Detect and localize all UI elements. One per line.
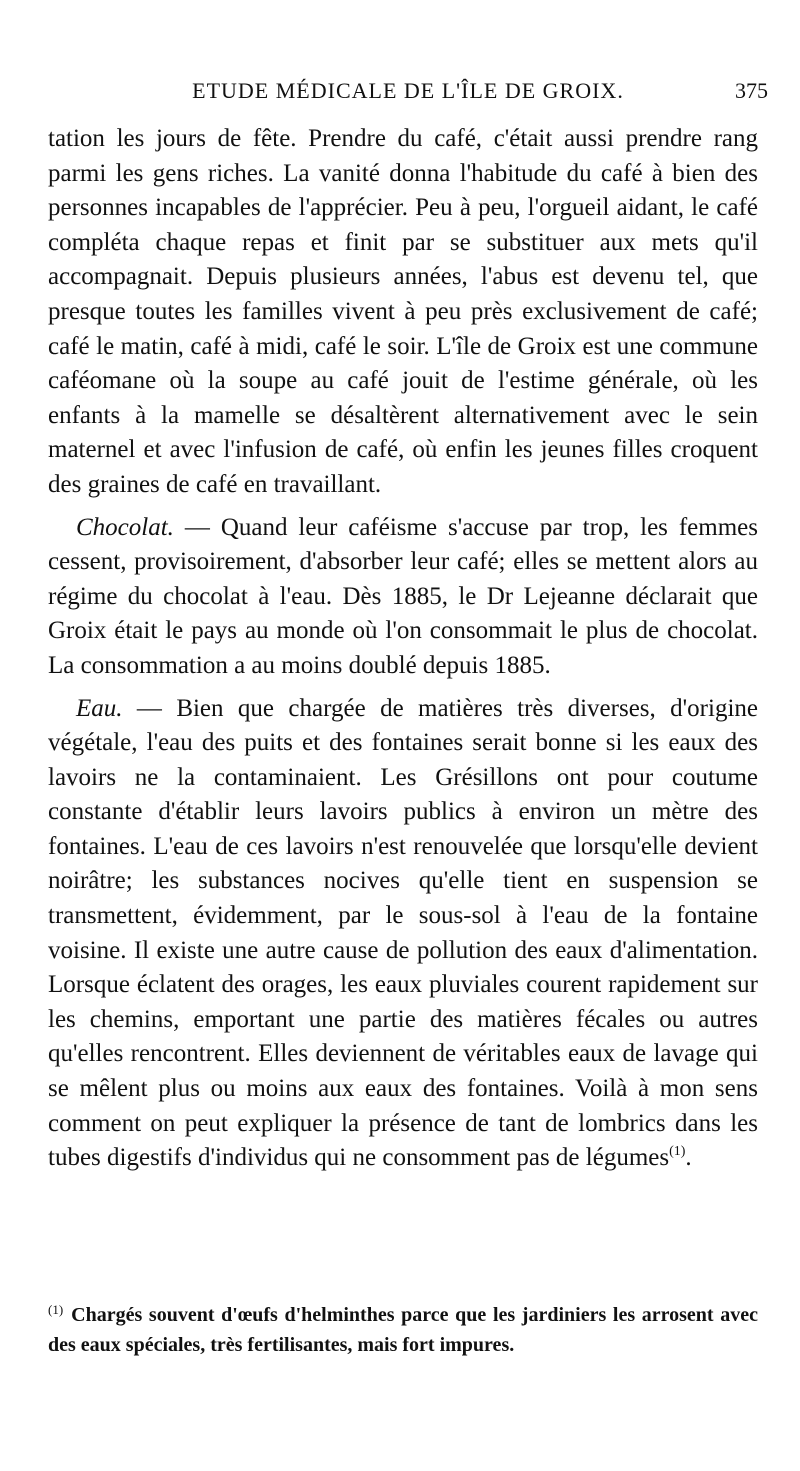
footnote-text: Chargés souvent d'œufs d'helminthes parce que les jardiniers les arrosent avec des eaux spéciales, très fertilisantes, mais fort impures. (48, 1304, 758, 1356)
running-title: ETUDE MÉDICALE DE L'ÎLE DE GROIX. (192, 78, 624, 103)
paragraph-tail: . (685, 1144, 692, 1172)
page-number: 375 (735, 78, 768, 103)
body-text (48, 122, 758, 1176)
footnote (48, 1295, 758, 1360)
footnote-reference: (1) (669, 1144, 686, 1160)
paragraph-text: — Bien que chargée de matières très diverses, d'origine végétale, l'eau des puits et des fontaines serait bonne si les eaux des lavoirs ne la contaminaient. Les Grésillons ont pour coutume constante d'établir leurs lavoirs publics à environ un mètre des fontaines. L'eau de ces lavoirs n'est renouvelée que lorsqu'elle devient noirâtre; les substances nocives qu'elle tient en suspension se transmettent, évidemment, par le sous-sol à l'eau de la fontaine voisine. Il existe une autre cause de pollution des eaux d'alimentation. Lorsque éclatent des orages, les eaux pluviales courent rapidement sur les chemins, emportant une partie des matières fécales ou autres qu'elles rencontrent. Elles deviennent de véritables eaux de lavage qui se mêlent plus ou moins aux eaux des fontaines. Voilà à mon sens comment on peut expliquer la présence de tant de lombrics dans les tubes digestifs d'individus qui ne consomment pas de légumes (48, 694, 758, 1172)
section-lead-eau: Eau. (76, 694, 123, 722)
page-header (48, 78, 768, 108)
paragraph-text: tation les jours de fête. Prendre du café, c'était aussi prendre rang parmi les gens riches. La vanité donna l'habitude du café à bien des personnes incapables de l'apprécier. Peu à peu, l'orgueil aidant, le café compléta chaque repas et finit par se substituer aux mets qu'il accompagnait. Depuis plusieurs années, l'abus est devenu tel, que presque toutes les familles vivent à peu près exclusivement de café; café le matin, café à midi, café le soir. L'île de Groix est une commune caféomane où la soupe au café jouit de l'estime générale, où les enfants à la mamelle se désaltèrent alternativement avec le sein maternel et avec l'infusion de café, où enfin les jeunes filles croquent des graines de café en travaillant. (48, 125, 758, 498)
paragraph-cafe (48, 122, 758, 503)
paragraph-text: — Quand leur caféisme s'accuse par trop, les femmes cessent, provisoirement, d'absorber leur café; elles se mettent alors au régime du chocolat à l'eau. Dès 1885, le Dr Lejeanne déclarait que Groix était le pays au monde où l'on consommait le plus de chocolat. La consommation a au moins doublé depuis 1885. (48, 513, 758, 679)
paragraph-eau (48, 692, 758, 1176)
paragraph-chocolat (48, 511, 758, 684)
section-lead-chocolat: Chocolat. (76, 513, 174, 541)
footnote-marker: (1) (48, 1302, 64, 1317)
